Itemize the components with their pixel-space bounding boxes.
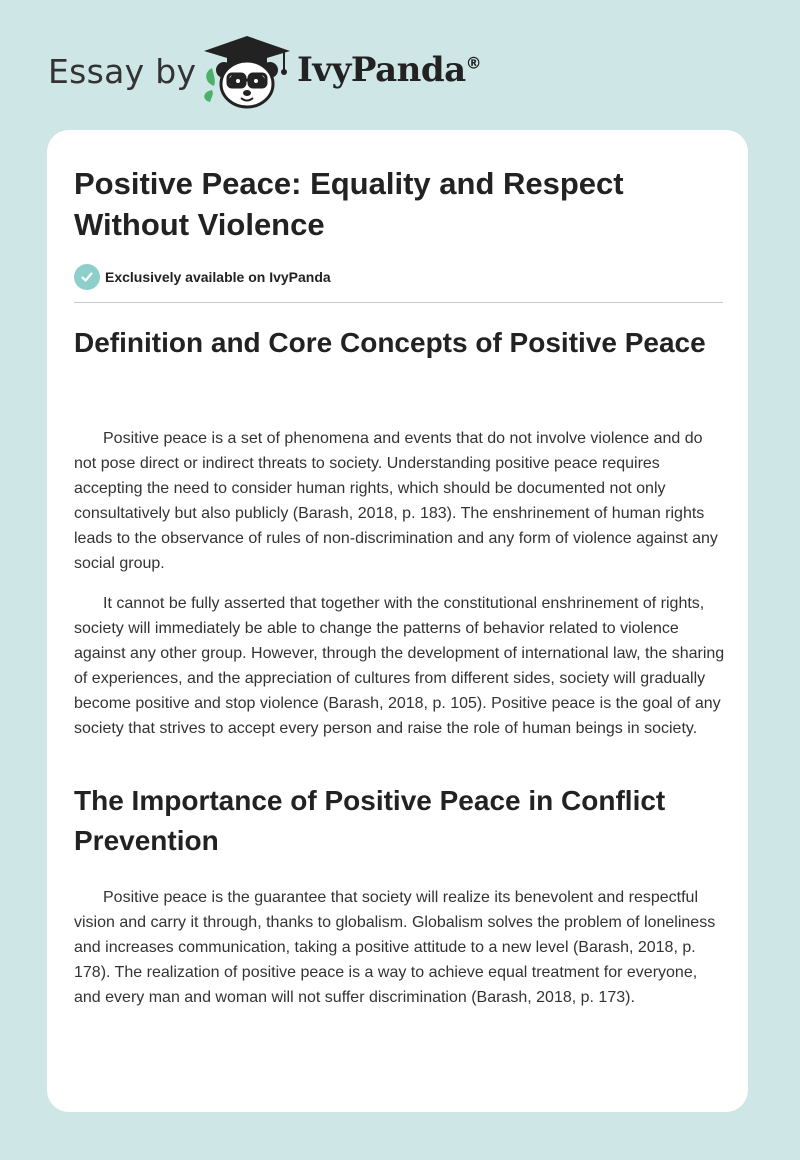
paragraph: It cannot be fully asserted that together with the constitutional enshrinement of rights, society will immediately be able to change the patterns of behavior related to violence against any other group. However, through the development of international law, the sharing of experiences, and the appreciation of cultures from different sides, society will gradually become positive and stop violence (Barash, 2018, p. 105). Positive peace is the goal of any society that strives to accept every person and raise the role of human beings in society.: [74, 595, 725, 737]
essay-by-label: Essay by: [48, 52, 197, 91]
exclusive-label: Exclusively available on IvyPanda: [105, 269, 331, 285]
section-heading: The Importance of Positive Peace in Conflict Prevention: [74, 785, 666, 856]
paragraph: Positive peace is a set of phenomena and events that do not involve violence and do not pose direct or indirect threats to society. Understanding positive peace requires accepting the need to consider human rights, which should be documented not only consultatively but also publicly (Barash, 2018, p. 183). The enshrinement of human rights leads to the observance of rules of non-discrimination and any form of violence against any social group.: [74, 430, 718, 572]
title-divider: [74, 302, 723, 303]
check-icon: [74, 264, 100, 290]
brand-name-text: IvyPanda: [297, 50, 466, 90]
panda-graduation-cap-icon[interactable]: [200, 34, 294, 110]
ivypanda-brand[interactable]: [297, 50, 481, 90]
essay-card: [47, 130, 748, 1112]
registered-mark: ®: [465, 53, 482, 73]
paragraph: Positive peace is the guarantee that society will realize its benevolent and respectful vision and carry it through, thanks to globalism. Globalism solves the problem of loneliness and increases communication, taking a positive attitude to a new level (Barash, 2018, p. 178). The realization of positive peace is a way to achieve equal treatment for everyone, and every man and woman will not suffer discrimination (Barash, 2018, p. 173).: [74, 889, 716, 1006]
site-header: [0, 0, 800, 120]
exclusive-notice: [74, 263, 331, 291]
section-heading: Definition and Core Concepts of Positive Peace: [74, 327, 706, 358]
essay-title: Positive Peace: Equality and Respect Without Violence: [74, 166, 624, 242]
